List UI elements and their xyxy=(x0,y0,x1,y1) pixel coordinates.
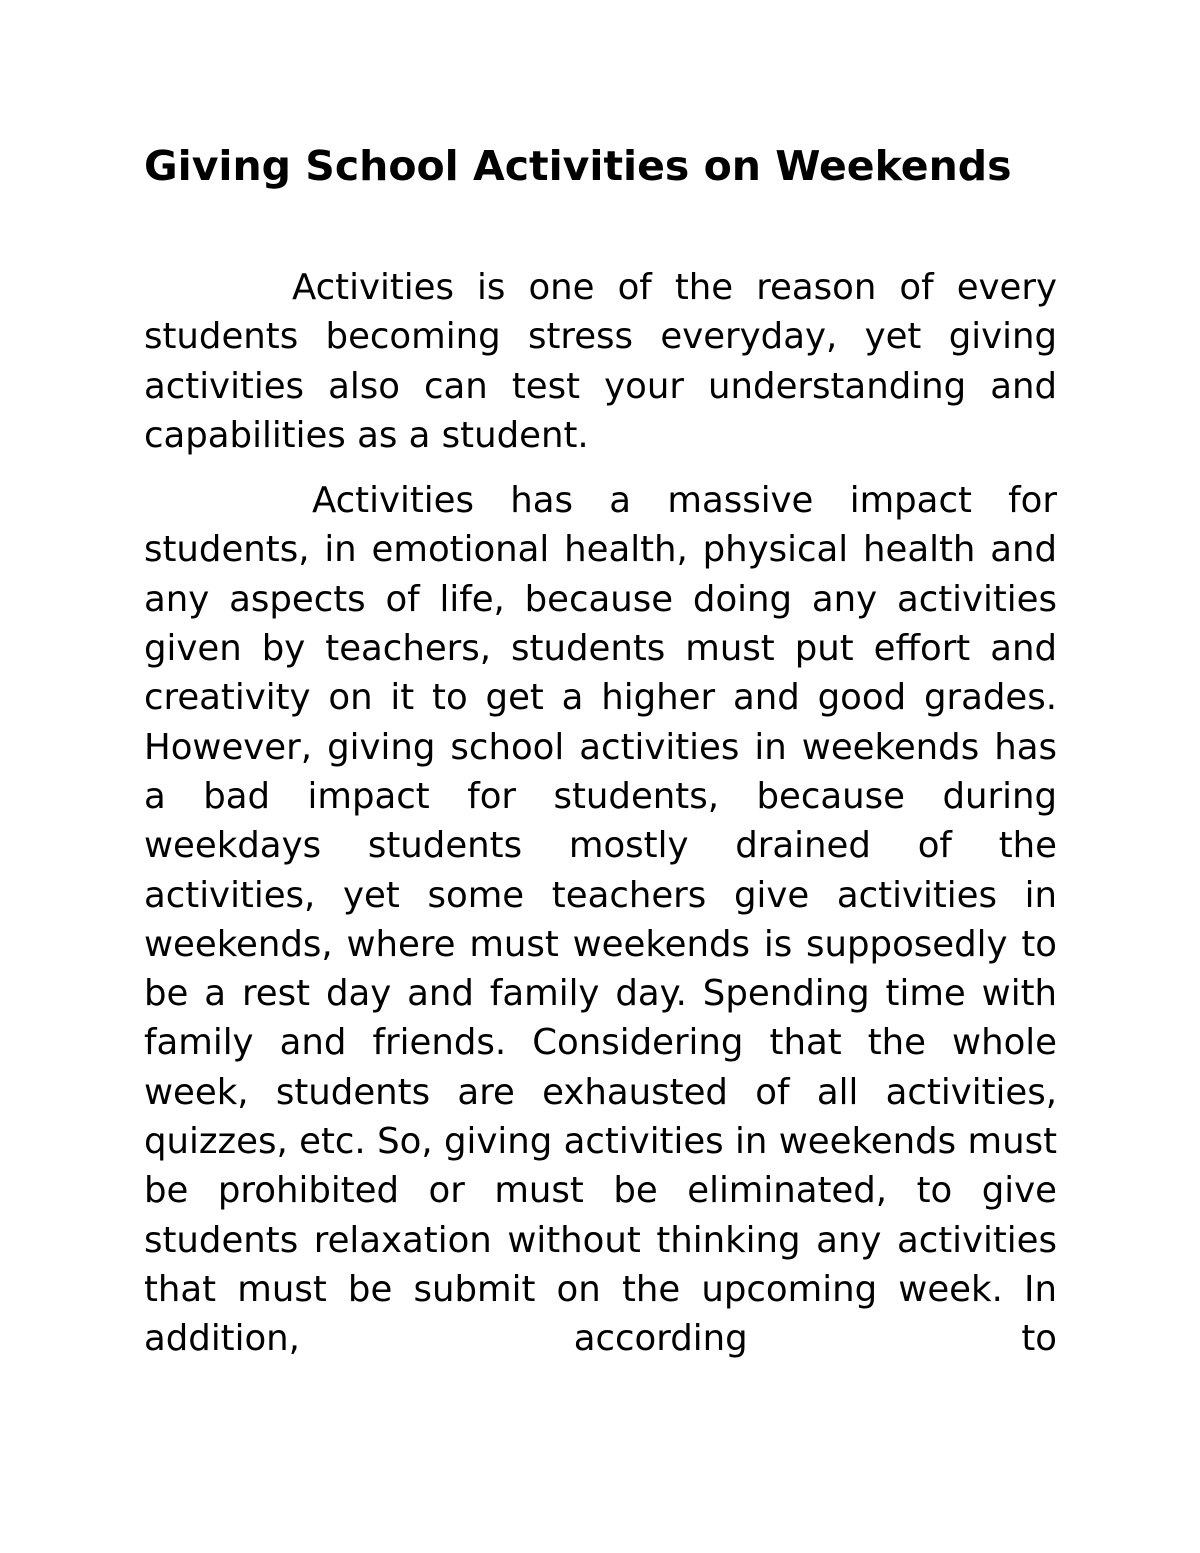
document-body xyxy=(144,142,1057,1364)
document-title: Giving School Activities on Weekends xyxy=(144,142,1012,190)
paragraph-2: Activities has a massive impact for students, in emotional health, physical health and any aspects of life, because doing any activities given by teachers, students must put effort and creativity on it to get a higher and good grades. However, giving school activities in weekends has a bad impact for students, because during weekdays students mostly drained of the activities, yet some teachers give activities in weekends, where must weekends is supposedly to be a rest day and family day. Spending time with family and friends. Considering that the whole week, students are exhausted of all activities, quizzes, etc. So, giving activities in weekends must be prohibited or must be eliminated, to give students relaxation without thinking any activities that must be submit on the upcoming week. In addition, according to xyxy=(144,480,1057,1360)
paragraph-1: Activities is one of the reason of every students becoming stress everyday, yet giving activities also can test your understanding and capabilities as a student. xyxy=(144,267,1057,456)
